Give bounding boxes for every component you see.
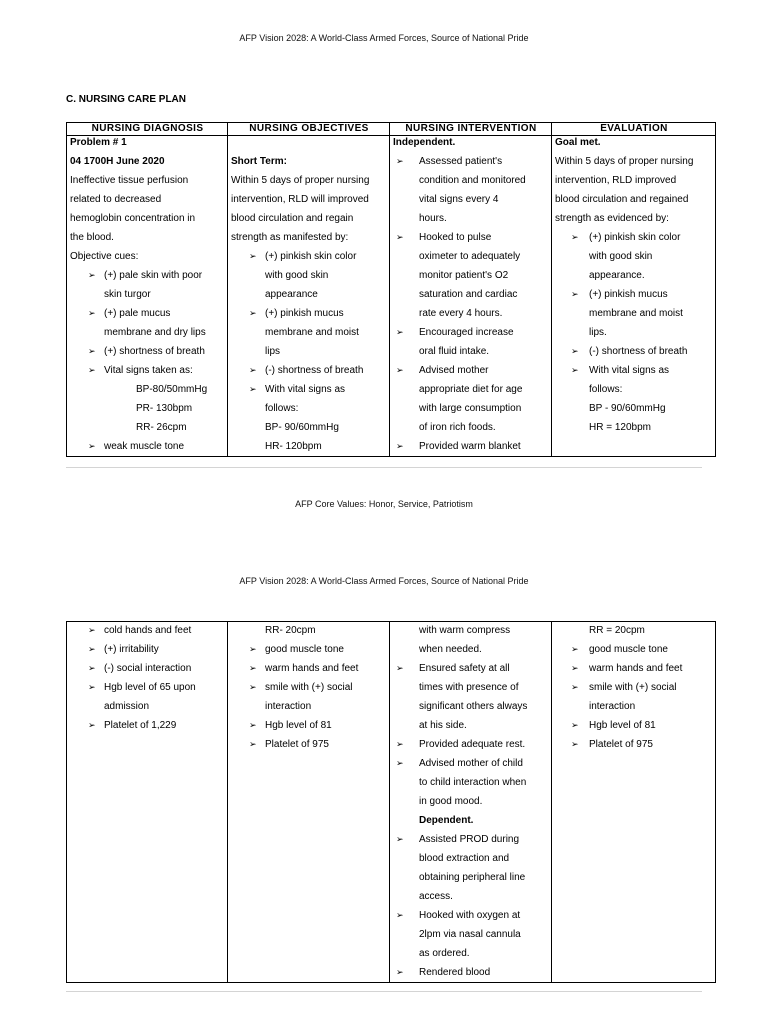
text-line: of iron rich foods. [419,422,496,433]
list-item-text [396,152,549,228]
text-line: blood extraction and [419,853,510,864]
evaluation-cell [552,136,716,457]
list-item-text [571,678,713,716]
rr-line: RR- 20cpm [265,625,316,636]
arrow-bullet-icon: ➢ [88,720,96,730]
arrow-bullet-icon: ➢ [249,720,257,730]
care-plan-table-page1 [66,122,716,457]
text-line: Hgb level of 81 [589,720,656,731]
evaluation-list [571,640,713,754]
list-item-text [249,247,387,304]
text-line: the blood. [70,232,114,243]
text-line: Platelet of 1,229 [104,720,177,731]
text-line: Rendered blood [419,967,491,978]
text-line: vital signs every 4 [419,194,499,205]
list-item [571,735,713,754]
list-item-text [249,735,387,754]
list-item-text [88,621,225,640]
text-line: membrane and moist [589,308,683,319]
vital-signs-list [70,380,225,437]
text-line: appearance. [589,270,645,281]
text-line: membrane and dry lips [104,327,206,338]
list-item-text [88,659,225,678]
arrow-bullet-icon: ➢ [571,720,579,730]
text-line: (+) pale mucus [104,308,171,319]
arrow-bullet-icon: ➢ [88,625,96,635]
text-line: significant others always [419,701,528,712]
list-item-text [88,342,225,361]
list-item-text [88,678,225,716]
list-item-text [571,342,713,361]
intervention-cell [390,622,552,983]
text-line: Encouraged increase [419,327,514,338]
text-line: Hgb level of 65 upon [104,682,196,693]
text-line: warm hands and feet [589,663,683,674]
arrow-bullet-icon: ➢ [249,251,257,261]
page1-footer: AFP Core Values: Honor, Service, Patriotism [295,499,473,509]
list-item [249,380,387,456]
intervention-cell [390,136,552,457]
list-item-text [396,830,549,906]
text-line: lips. [589,327,607,338]
arrow-bullet-icon: ➢ [571,289,579,299]
list-item [571,342,713,361]
list-item [571,659,713,678]
evaluation-cell [552,622,716,983]
list-item [396,906,549,963]
text-line: interaction [589,701,636,712]
text-line: BP- 90/60mmHg [265,422,339,433]
list-item [88,304,225,342]
objectives-cell [228,136,390,457]
list-item [396,437,549,456]
list-item-text [571,659,713,678]
rr-line: RR = 20cpm [589,625,645,636]
content-row [67,622,716,983]
arrow-bullet-icon: ➢ [571,346,579,356]
arrow-bullet-icon: ➢ [571,682,579,692]
text-line: oral fluid intake. [419,346,490,357]
arrow-bullet-icon: ➢ [396,834,404,844]
list-item-text [571,716,713,735]
list-item [88,342,225,361]
list-item [396,754,549,811]
list-item [249,735,387,754]
list-item-text [396,228,549,323]
list-item-text [249,716,387,735]
text-line: as ordered. [419,948,470,959]
text-line: Advised mother [419,365,489,376]
text-line: lips [265,346,281,357]
text-line: strength as evidenced by: [555,213,669,224]
text-line: Within 5 days of proper nursing [231,175,370,186]
list-item-text [88,361,225,380]
dependent-intervention-list [396,830,549,982]
list-item-text [571,285,713,342]
list-item-text: weak muscle tone [104,441,185,452]
text-line: Assessed patient's [419,156,503,167]
text-line: times with presence of [419,682,519,693]
text-line: Assisted PROD during [419,834,520,845]
list-item [396,659,549,735]
arrow-bullet-icon: ➢ [88,270,96,280]
evaluation-text [555,152,713,228]
text-line: hours. [419,213,447,224]
arrow-bullet-icon: ➢ [396,758,404,768]
text-line: (+) pinkish skin color [265,251,357,262]
text-line: cold hands and feet [104,625,192,636]
arrow-bullet-icon: ➢ [571,365,579,375]
text-line: with large consumption [419,403,522,414]
objective-cues-list-end [88,437,225,456]
text-line: Provided adequate rest. [419,739,526,750]
list-item [571,285,713,342]
list-item-text [396,754,549,811]
text-line: RR- 26cpm [136,422,187,433]
list-item [88,266,225,304]
arrow-bullet-icon: ➢ [396,441,404,451]
text-line: interaction [265,701,312,712]
text-line: in good mood. [419,796,483,807]
intervention-list [396,659,549,811]
list-item [249,659,387,678]
list-item-text [249,304,387,361]
list-item [571,678,713,716]
text-line: rate every 4 hours. [419,308,503,319]
list-item-text [88,304,225,342]
list-item [396,963,549,982]
list-item [88,361,225,380]
list-item [396,830,549,906]
text-line: good muscle tone [589,644,668,655]
text-line: intervention, RLD will improved [231,194,369,205]
list-item-text [396,659,549,735]
list-item [571,640,713,659]
text-line: (+) pinkish mucus [589,289,668,300]
col-header-evaluation: EVALUATION [552,123,716,136]
text-line: with warm compress [419,625,511,636]
text-line: (+) pale skin with poor [104,270,203,281]
list-item [249,678,387,716]
list-item [249,247,387,304]
text-line: PR- 130bpm [136,403,193,414]
list-item-text [571,361,713,437]
text-line: Objective cues: [70,251,139,262]
arrow-bullet-icon: ➢ [396,663,404,673]
list-item-text [249,640,387,659]
text-line: intervention, RLD improved [555,175,677,186]
list-item [396,228,549,323]
page1-header: AFP Vision 2028: A World-Class Armed Forces, Source of National Pride [239,33,529,43]
text-line: when needed. [419,644,482,655]
text-line: With vital signs as [589,365,670,376]
list-item [249,304,387,361]
list-item-text [396,963,549,982]
text-line: with good skin [265,270,329,281]
text-line: Within 5 days of proper nursing [555,156,694,167]
text-line: (+) irritability [104,644,159,655]
text-line: warm hands and feet [265,663,359,674]
text-line: follows: [589,384,623,395]
list-item-text [571,640,713,659]
text-line: membrane and moist [265,327,359,338]
list-item [396,152,549,228]
text-line: Provided warm blanket [419,441,521,452]
text-line: Hooked with oxygen at [419,910,521,921]
arrow-bullet-icon: ➢ [249,682,257,692]
list-item [571,716,713,735]
text-line: saturation and cardiac [419,289,518,300]
objectives-text [231,171,387,247]
text-line: Vital signs taken as: [104,365,193,376]
arrow-bullet-icon: ➢ [396,365,404,375]
text-line: Ensured safety at all [419,663,510,674]
text-line: Hooked to pulse [419,232,492,243]
col-header-diagnosis: NURSING DIAGNOSIS [67,123,228,136]
arrow-bullet-icon: ➢ [88,346,96,356]
section-title: C. NURSING CARE PLAN [66,94,187,105]
evaluation-list [571,228,713,437]
arrow-bullet-icon: ➢ [396,327,404,337]
list-item-text [396,906,549,963]
col-header-objectives: NURSING OBJECTIVES [228,123,390,136]
text-line: With vital signs as [265,384,346,395]
text-line: Hgb level of 81 [265,720,332,731]
text-line: oximeter to adequately [419,251,521,262]
arrow-bullet-icon: ➢ [396,156,404,166]
text-line: with good skin [589,251,653,262]
list-item-text [249,678,387,716]
text-line: HR = 120bpm [589,422,651,433]
arrow-bullet-icon: ➢ [396,232,404,242]
list-item-text [249,659,387,678]
text-line: Ineffective tissue perfusion [70,175,189,186]
list-item [88,640,225,659]
text-line: to child interaction when [419,777,527,788]
page-divider [66,991,702,992]
list-item [88,659,225,678]
list-item-text [88,640,225,659]
list-item [396,735,549,754]
arrow-bullet-icon: ➢ [249,644,257,654]
text-line: obtaining peripheral line [419,872,526,883]
diagnosis-cell [67,136,228,457]
objective-cues-list [88,266,225,380]
problem-date: 04 1700H June 2020 [70,156,165,167]
page-divider [66,467,702,468]
text-line: Advised mother of child [419,758,523,769]
text-line: HR- 120bpm [265,441,322,452]
list-item-text [249,361,387,380]
intervention-list [396,152,549,456]
text-line: monitor patient's O2 [419,270,509,281]
list-item [88,678,225,716]
list-item-text [396,323,549,361]
text-line: (+) pinkish mucus [265,308,344,319]
text-line: BP - 90/60mmHg [589,403,666,414]
text-line: smile with (+) social [265,682,353,693]
arrow-bullet-icon: ➢ [571,663,579,673]
text-line: appropriate diet for age [419,384,523,395]
text-line: condition and monitored [419,175,526,186]
problem-label: Problem # 1 [70,137,127,148]
text-line: (-) shortness of breath [265,365,364,376]
list-item-text [249,380,387,456]
list-item [396,323,549,361]
text-line: good muscle tone [265,644,344,655]
arrow-bullet-icon: ➢ [249,739,257,749]
text-line: 2lpm via nasal cannula [419,929,521,940]
list-item-text [571,735,713,754]
text-line: (+) shortness of breath [104,346,205,357]
list-item [249,716,387,735]
arrow-bullet-icon: ➢ [249,663,257,673]
list-item-text [88,716,225,735]
arrow-bullet-icon: ➢ [88,663,96,673]
text-line: (+) pinkish skin color [589,232,681,243]
list-item [88,716,225,735]
objectives-list [249,247,387,456]
arrow-bullet-icon: ➢ [396,739,404,749]
list-item [571,361,713,437]
text-line: access. [419,891,453,902]
text-line: appearance [265,289,318,300]
text-line: at his side. [419,720,467,731]
objective-cues-list [88,621,225,735]
text-line: blood circulation and regained [555,194,689,205]
list-item-text [396,361,549,437]
text-line: Platelet of 975 [589,739,653,750]
list-item [396,361,549,437]
arrow-bullet-icon: ➢ [571,739,579,749]
text-line: skin turgor [104,289,151,300]
arrow-bullet-icon: ➢ [571,644,579,654]
col-header-intervention: NURSING INTERVENTION [390,123,552,136]
independent-heading: Independent. [393,137,456,148]
text-line: blood circulation and regain [231,213,354,224]
text-line: BP-80/50mmHg [136,384,208,395]
text-line: admission [104,701,150,712]
intervention-continued-text [393,621,549,659]
list-item-text [571,228,713,285]
text-line: hemoglobin concentration in [70,213,196,224]
list-item-text [396,437,549,456]
header-row [67,123,716,136]
arrow-bullet-icon: ➢ [88,308,96,318]
arrow-bullet-icon: ➢ [396,910,404,920]
diagnosis-cell [67,622,228,983]
short-term-heading: Short Term: [231,156,287,167]
text-line: (-) social interaction [104,663,192,674]
goal-met-heading: Goal met. [555,137,601,148]
text-line: follows: [265,403,299,414]
list-item [88,621,225,640]
arrow-bullet-icon: ➢ [396,967,404,977]
content-row [67,136,716,457]
arrow-bullet-icon: ➢ [88,682,96,692]
objectives-list [249,640,387,754]
arrow-bullet-icon: ➢ [88,644,96,654]
text-line: (-) shortness of breath [589,346,688,357]
list-item [249,361,387,380]
list-item [88,437,225,456]
diagnosis-text [70,171,225,266]
page2-header: AFP Vision 2028: A World-Class Armed Forces, Source of National Pride [239,576,529,586]
arrow-bullet-icon: ➢ [249,384,257,394]
arrow-bullet-icon: ➢ [571,232,579,242]
text-line: smile with (+) social [589,682,677,693]
care-plan-table-page2 [66,621,716,983]
text-line: Platelet of 975 [265,739,329,750]
list-item [571,228,713,285]
objectives-cell [228,622,390,983]
text-line: strength as manifested by: [231,232,349,243]
list-item [249,640,387,659]
arrow-bullet-icon: ➢ [88,441,96,451]
list-item-text [88,266,225,304]
arrow-bullet-icon: ➢ [249,308,257,318]
list-item-text [396,735,549,754]
dependent-heading: Dependent. [419,815,474,826]
arrow-bullet-icon: ➢ [249,365,257,375]
arrow-bullet-icon: ➢ [88,365,96,375]
text-line: related to decreased [70,194,162,205]
